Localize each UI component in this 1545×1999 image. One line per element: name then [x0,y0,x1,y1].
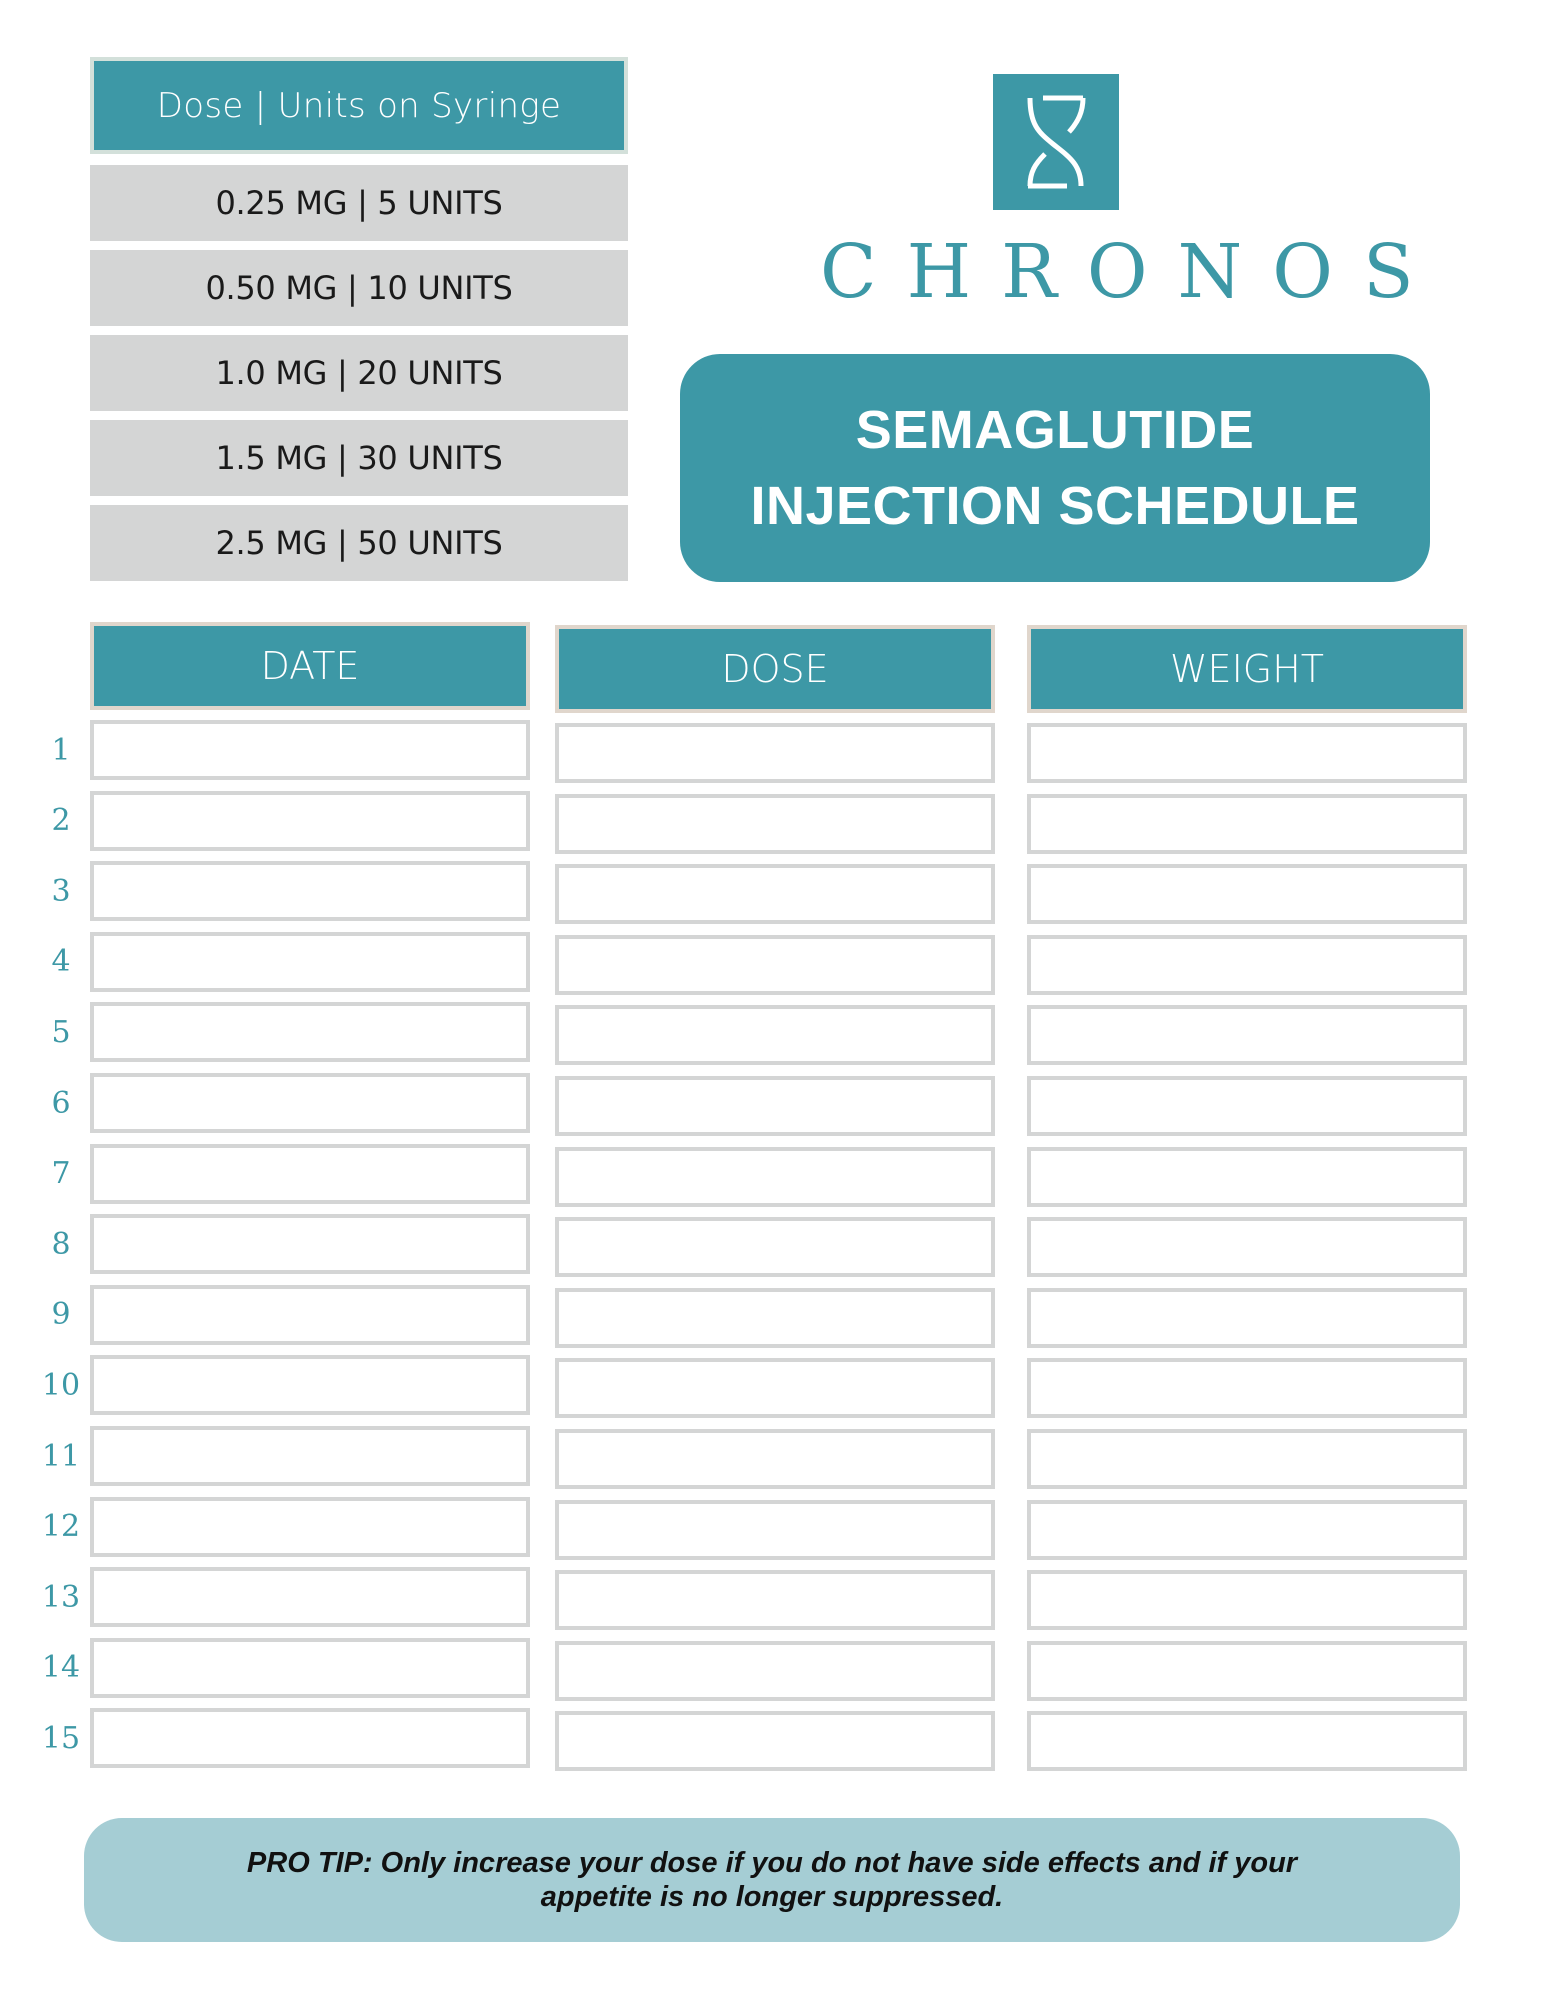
title-line-1: SEMAGLUTIDE [855,400,1255,460]
weight-cell [1027,1641,1467,1701]
dose-input[interactable] [559,1433,991,1485]
weight-input[interactable] [1031,1080,1463,1132]
date-cell [90,1497,530,1557]
weight-cell [1027,1570,1467,1630]
row-number: 9 [51,1297,71,1333]
weight-cell [1027,1147,1467,1207]
row-number: 7 [51,1156,71,1192]
date-cell [90,1002,530,1062]
column-header-date: DATE [90,622,530,710]
weight-input[interactable] [1031,1433,1463,1485]
dose-cell [555,1076,995,1136]
dose-input[interactable] [559,1362,991,1414]
weight-cell [1027,1358,1467,1418]
logo [993,74,1119,210]
dose-cell [555,1570,995,1630]
weight-input[interactable] [1031,1362,1463,1414]
dose-input[interactable] [559,1009,991,1061]
dose-cell [555,1429,995,1489]
weight-input[interactable] [1031,1221,1463,1273]
weight-input[interactable] [1031,1009,1463,1061]
date-cell [90,1355,530,1415]
weight-input[interactable] [1031,727,1463,779]
date-cell [90,932,530,992]
dose-input[interactable] [559,727,991,779]
weight-input[interactable] [1031,1151,1463,1203]
date-input[interactable] [94,1430,526,1482]
column-header-dose: DOSE [555,625,995,713]
date-cell [90,791,530,851]
dose-cell [555,864,995,924]
date-cell [90,1214,530,1274]
weight-input[interactable] [1031,1645,1463,1697]
row-number: 8 [51,1226,71,1262]
dose-cell [555,1500,995,1560]
weight-cell [1027,864,1467,924]
pro-tip-text: PRO TIP: Only increase your dose if you do not have side effects and if your appetite is no longer suppressed. [246,1847,1298,1913]
weight-input[interactable] [1031,798,1463,850]
weight-cell [1027,723,1467,783]
row-number: 6 [51,1085,71,1121]
weight-cell [1027,1217,1467,1277]
dose-cell [555,1147,995,1207]
row-number: 3 [51,873,71,909]
date-input[interactable] [94,1077,526,1129]
row-number: 4 [51,944,71,980]
page-title [680,354,1430,582]
dose-reference-row: 1.5 MG | 30 UNITS [90,420,628,496]
pro-tip-banner [84,1818,1460,1942]
date-cell [90,861,530,921]
date-input[interactable] [94,1642,526,1694]
dose-cell [555,935,995,995]
weight-input[interactable] [1031,1504,1463,1556]
dose-input[interactable] [559,1292,991,1344]
column-header-weight: WEIGHT [1027,625,1467,713]
weight-input[interactable] [1031,939,1463,991]
date-input[interactable] [94,1501,526,1553]
dose-input[interactable] [559,1645,991,1697]
dose-input[interactable] [559,939,991,991]
dose-cell [555,1005,995,1065]
date-input[interactable] [94,1712,526,1764]
date-cell [90,1144,530,1204]
weight-input[interactable] [1031,1715,1463,1767]
row-number: 2 [51,803,71,839]
row-number: 15 [41,1720,81,1756]
dose-input[interactable] [559,798,991,850]
date-cell [90,1708,530,1768]
dose-cell [555,794,995,854]
dose-reference-row: 0.50 MG | 10 UNITS [90,250,628,326]
row-number: 5 [51,1014,71,1050]
dose-reference-row: 0.25 MG | 5 UNITS [90,165,628,241]
dose-input[interactable] [559,1221,991,1273]
row-number: 12 [41,1509,81,1545]
dose-cell [555,1217,995,1277]
dose-input[interactable] [559,1151,991,1203]
date-input[interactable] [94,865,526,917]
date-cell [90,1285,530,1345]
weight-input[interactable] [1031,868,1463,920]
date-input[interactable] [94,1571,526,1623]
dose-cell [555,1358,995,1418]
date-input[interactable] [94,936,526,988]
date-input[interactable] [94,1148,526,1200]
date-cell [90,1426,530,1486]
dose-input[interactable] [559,1574,991,1626]
weight-cell [1027,1711,1467,1771]
date-input[interactable] [94,724,526,776]
dose-input[interactable] [559,1504,991,1556]
row-number: 10 [41,1367,81,1403]
dose-cell [555,1711,995,1771]
date-cell [90,720,530,780]
row-number: 13 [41,1579,81,1615]
weight-cell [1027,1076,1467,1136]
dose-reference-header: Dose | Units on Syringe [90,57,628,154]
weight-cell [1027,935,1467,995]
date-input[interactable] [94,1289,526,1341]
date-input[interactable] [94,795,526,847]
title-line-2: INJECTION SCHEDULE [750,476,1360,536]
brand-name: CHRONOS [820,229,1444,315]
weight-cell [1027,1288,1467,1348]
date-cell [90,1567,530,1627]
date-cell [90,1073,530,1133]
dose-cell [555,1641,995,1701]
dose-cell [555,1288,995,1348]
dose-reference-row: 1.0 MG | 20 UNITS [90,335,628,411]
dose-input[interactable] [559,1080,991,1132]
weight-input[interactable] [1031,1292,1463,1344]
row-number: 1 [51,732,71,768]
weight-cell [1027,1429,1467,1489]
dose-reference-row: 2.5 MG | 50 UNITS [90,505,628,581]
dose-input[interactable] [559,868,991,920]
row-number: 14 [41,1650,81,1686]
weight-input[interactable] [1031,1574,1463,1626]
date-input[interactable] [94,1218,526,1270]
row-number: 11 [41,1438,81,1474]
hourglass-icon [993,74,1119,210]
date-input[interactable] [94,1359,526,1411]
weight-cell [1027,1005,1467,1065]
weight-cell [1027,1500,1467,1560]
weight-cell [1027,794,1467,854]
dose-cell [555,723,995,783]
date-cell [90,1638,530,1698]
date-input[interactable] [94,1006,526,1058]
dose-input[interactable] [559,1715,991,1767]
